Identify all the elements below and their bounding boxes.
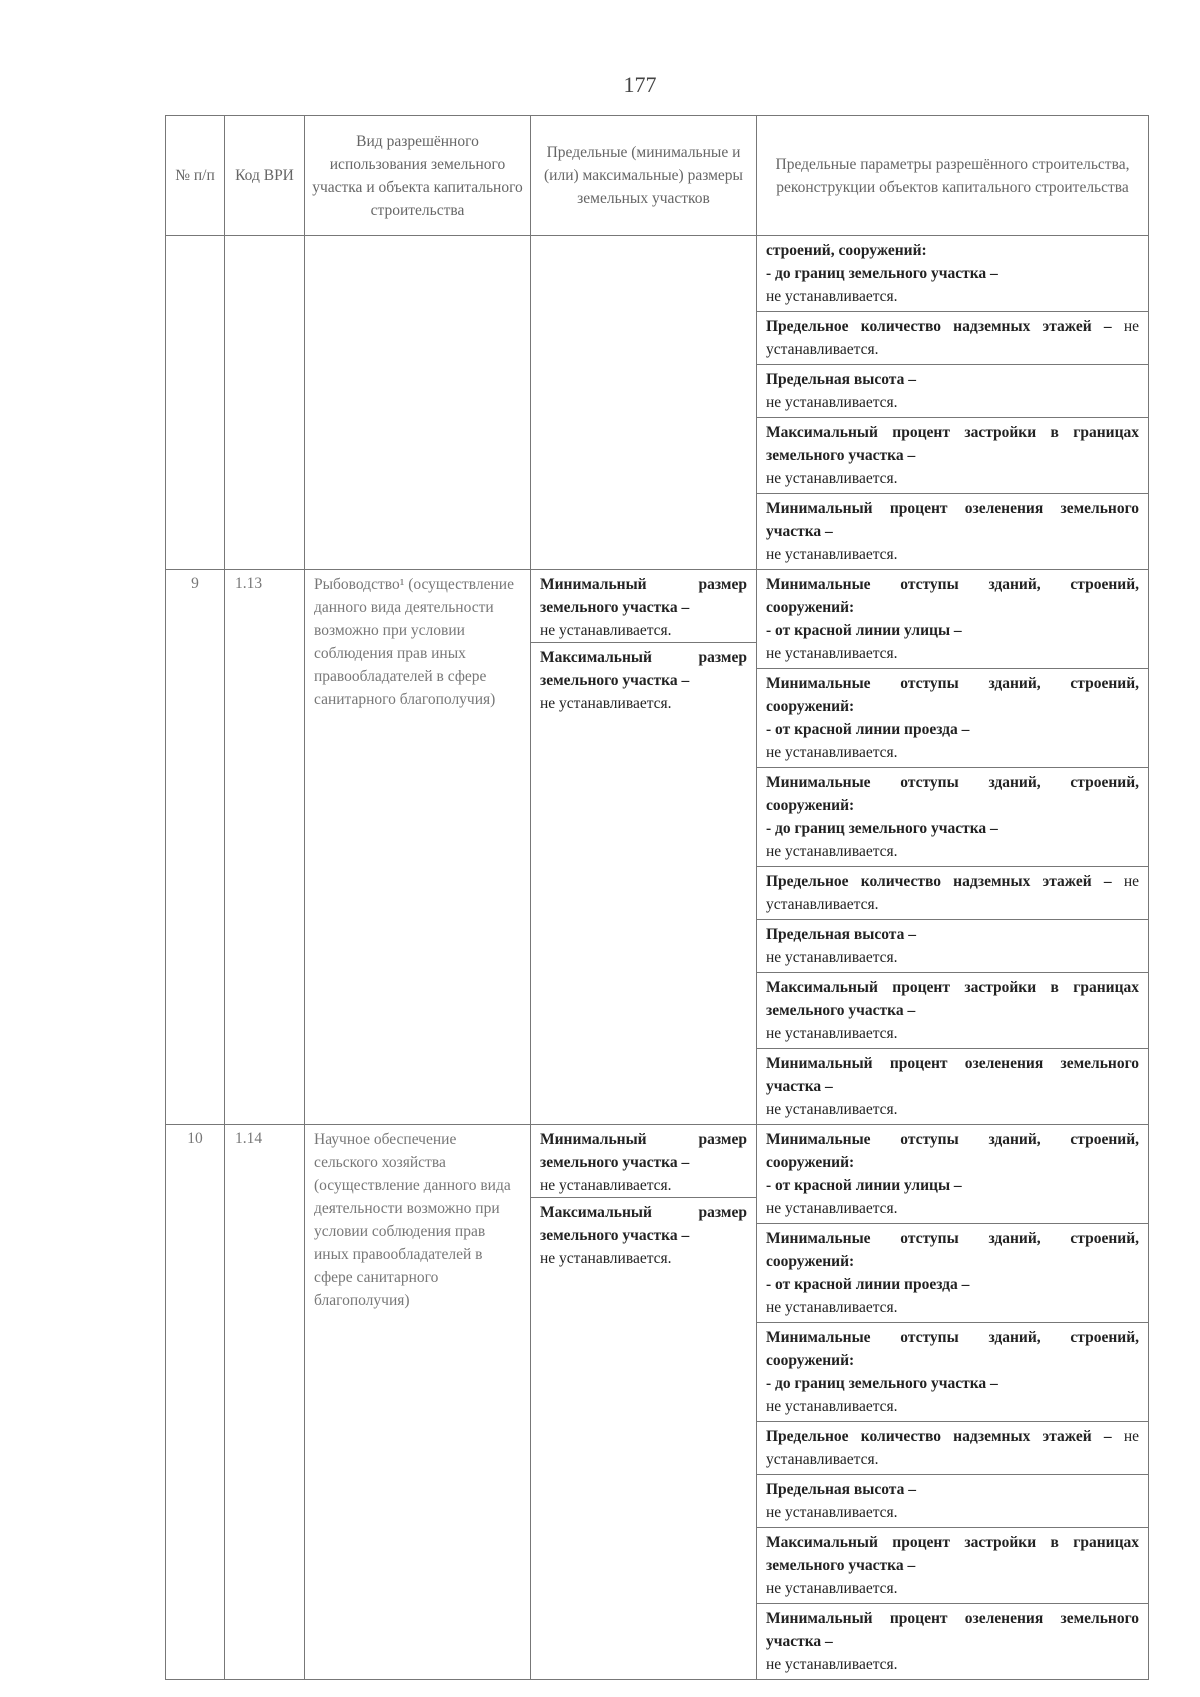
param-bold-detail: - до границ земельного участка – bbox=[766, 1375, 998, 1392]
param-bold-detail: - от красной линии улицы – bbox=[766, 622, 962, 639]
param-cell bbox=[757, 920, 1149, 973]
param-cell bbox=[757, 1422, 1149, 1475]
row-size bbox=[531, 570, 757, 1125]
table-row bbox=[166, 236, 1149, 312]
header-num: № п/п bbox=[166, 116, 225, 236]
param-cell bbox=[757, 1125, 1149, 1224]
size-bold: Максимальный размер земельного участка – bbox=[540, 649, 747, 689]
param-value: не устанавливается. bbox=[766, 744, 898, 761]
param-bold: Минимальные отступы зданий, строений, сооружений: bbox=[766, 576, 1139, 616]
size-value: не устанавливается. bbox=[540, 1177, 672, 1194]
size-value: не устанавливается. bbox=[540, 622, 672, 639]
param-bold: Минимальные отступы зданий, строений, сооружений: bbox=[766, 1131, 1139, 1171]
param-bold: Минимальные отступы зданий, строений, сооружений: bbox=[766, 1329, 1139, 1369]
size-bold: Минимальный размер земельного участка – bbox=[540, 576, 747, 616]
param-bold: Предельная высота – bbox=[766, 1481, 916, 1498]
table-header-row bbox=[166, 116, 1149, 236]
table-body bbox=[166, 236, 1149, 1680]
header-code: Код ВРИ bbox=[225, 116, 305, 236]
param-value: не устанавливается. bbox=[766, 394, 898, 411]
param-bold: Предельное количество надземных этажей – bbox=[766, 1428, 1112, 1445]
param-bold-detail: - до границ земельного участка – bbox=[766, 820, 998, 837]
table-row bbox=[166, 1125, 1149, 1224]
size-block bbox=[531, 642, 756, 715]
param-bold: Максимальный процент застройки в границах земельного участка – bbox=[766, 424, 1139, 464]
param-cell bbox=[757, 1604, 1149, 1680]
table-row bbox=[166, 570, 1149, 669]
continued-kind-cell bbox=[305, 236, 531, 570]
row-number: 10 bbox=[166, 1125, 225, 1680]
continued-code-cell bbox=[225, 236, 305, 570]
param-cell bbox=[757, 236, 1149, 312]
param-bold: Минимальный процент озеленения земельного участка – bbox=[766, 1610, 1139, 1650]
row-kind: Научное обеспечение сельского хозяйства (осуществление данного вида деятельности возможно при условии соблюдения прав иных правообладателей в сфере санитарного благополучия) bbox=[305, 1125, 531, 1680]
zoning-table bbox=[165, 115, 1149, 1680]
param-bold-detail: - до границ земельного участка – bbox=[766, 265, 998, 282]
param-bold: строений, сооружений: bbox=[766, 242, 927, 259]
param-bold: Минимальный процент озеленения земельного участка – bbox=[766, 1055, 1139, 1095]
param-value: не устанавливается. bbox=[766, 843, 898, 860]
param-bold: Минимальные отступы зданий, строений, сооружений: bbox=[766, 675, 1139, 715]
param-bold: Предельная высота – bbox=[766, 926, 916, 943]
param-bold: Минимальные отступы зданий, строений, сооружений: bbox=[766, 774, 1139, 814]
param-value: не устанавливается. bbox=[766, 949, 898, 966]
param-cell bbox=[757, 418, 1149, 494]
param-cell bbox=[757, 1323, 1149, 1422]
param-cell bbox=[757, 1049, 1149, 1125]
param-value: не устанавливается. bbox=[766, 546, 898, 563]
param-value: не устанавливается. bbox=[766, 645, 898, 662]
row-code: 1.14 bbox=[225, 1125, 305, 1680]
param-value: не устанавливается. bbox=[766, 1398, 898, 1415]
param-cell bbox=[757, 312, 1149, 365]
size-bold: Минимальный размер земельного участка – bbox=[540, 1131, 747, 1171]
continued-num-cell bbox=[166, 236, 225, 570]
size-bold: Максимальный размер земельного участка – bbox=[540, 1204, 747, 1244]
param-cell bbox=[757, 365, 1149, 418]
param-cell bbox=[757, 973, 1149, 1049]
param-cell bbox=[757, 867, 1149, 920]
param-bold-detail: - от красной линии проезда – bbox=[766, 1276, 970, 1293]
param-bold: Предельное количество надземных этажей – bbox=[766, 318, 1112, 335]
row-kind: Рыбоводство¹ (осуществление данного вида деятельности возможно при условии соблюдения прав иных правообладателей в сфере санитарного благополучия) bbox=[305, 570, 531, 1125]
param-value: не устанавливается. bbox=[766, 470, 898, 487]
param-bold: Максимальный процент застройки в границах земельного участка – bbox=[766, 979, 1139, 1019]
size-block bbox=[531, 1197, 756, 1270]
param-cell bbox=[757, 1224, 1149, 1323]
param-cell bbox=[757, 570, 1149, 669]
param-value: не устанавливается. bbox=[766, 1025, 898, 1042]
page-number: 177 bbox=[623, 72, 657, 97]
size-value: не устанавливается. bbox=[540, 1250, 672, 1267]
param-value: не устанавливается. bbox=[766, 1200, 898, 1217]
param-value: не устанавливается. bbox=[766, 1656, 898, 1673]
param-value: не устанавливается. bbox=[766, 1580, 898, 1597]
row-code: 1.13 bbox=[225, 570, 305, 1125]
row-size bbox=[531, 1125, 757, 1680]
header-params: Предельные параметры разрешённого строительства, реконструкции объектов капитального строительства bbox=[757, 116, 1149, 236]
param-cell bbox=[757, 1528, 1149, 1604]
param-cell bbox=[757, 494, 1149, 570]
param-bold: Минимальный процент озеленения земельного участка – bbox=[766, 500, 1139, 540]
param-bold: Предельная высота – bbox=[766, 371, 916, 388]
param-value: не устанавливается. bbox=[766, 1428, 1139, 1468]
param-bold: Минимальные отступы зданий, строений, сооружений: bbox=[766, 1230, 1139, 1270]
size-block bbox=[540, 1128, 747, 1197]
param-value: не устанавливается. bbox=[766, 1101, 898, 1118]
param-cell bbox=[757, 1475, 1149, 1528]
param-cell bbox=[757, 669, 1149, 768]
param-cell bbox=[757, 768, 1149, 867]
row-number: 9 bbox=[166, 570, 225, 1125]
param-bold-detail: - от красной линии проезда – bbox=[766, 721, 970, 738]
param-bold: Максимальный процент застройки в границах земельного участка – bbox=[766, 1534, 1139, 1574]
size-block bbox=[540, 573, 747, 642]
param-value: не устанавливается. bbox=[766, 873, 1139, 913]
continued-size-cell bbox=[531, 236, 757, 570]
param-bold: Предельное количество надземных этажей – bbox=[766, 873, 1112, 890]
header-size: Предельные (минимальные и (или) максимальные) размеры земельных участков bbox=[531, 116, 757, 236]
header-kind: Вид разрешённого использования земельного участка и объекта капитального строительства bbox=[305, 116, 531, 236]
size-value: не устанавливается. bbox=[540, 695, 672, 712]
param-value: не устанавливается. bbox=[766, 318, 1139, 358]
param-value: не устанавливается. bbox=[766, 1299, 898, 1316]
param-value: не устанавливается. bbox=[766, 288, 898, 305]
param-value: не устанавливается. bbox=[766, 1504, 898, 1521]
param-bold-detail: - от красной линии улицы – bbox=[766, 1177, 962, 1194]
